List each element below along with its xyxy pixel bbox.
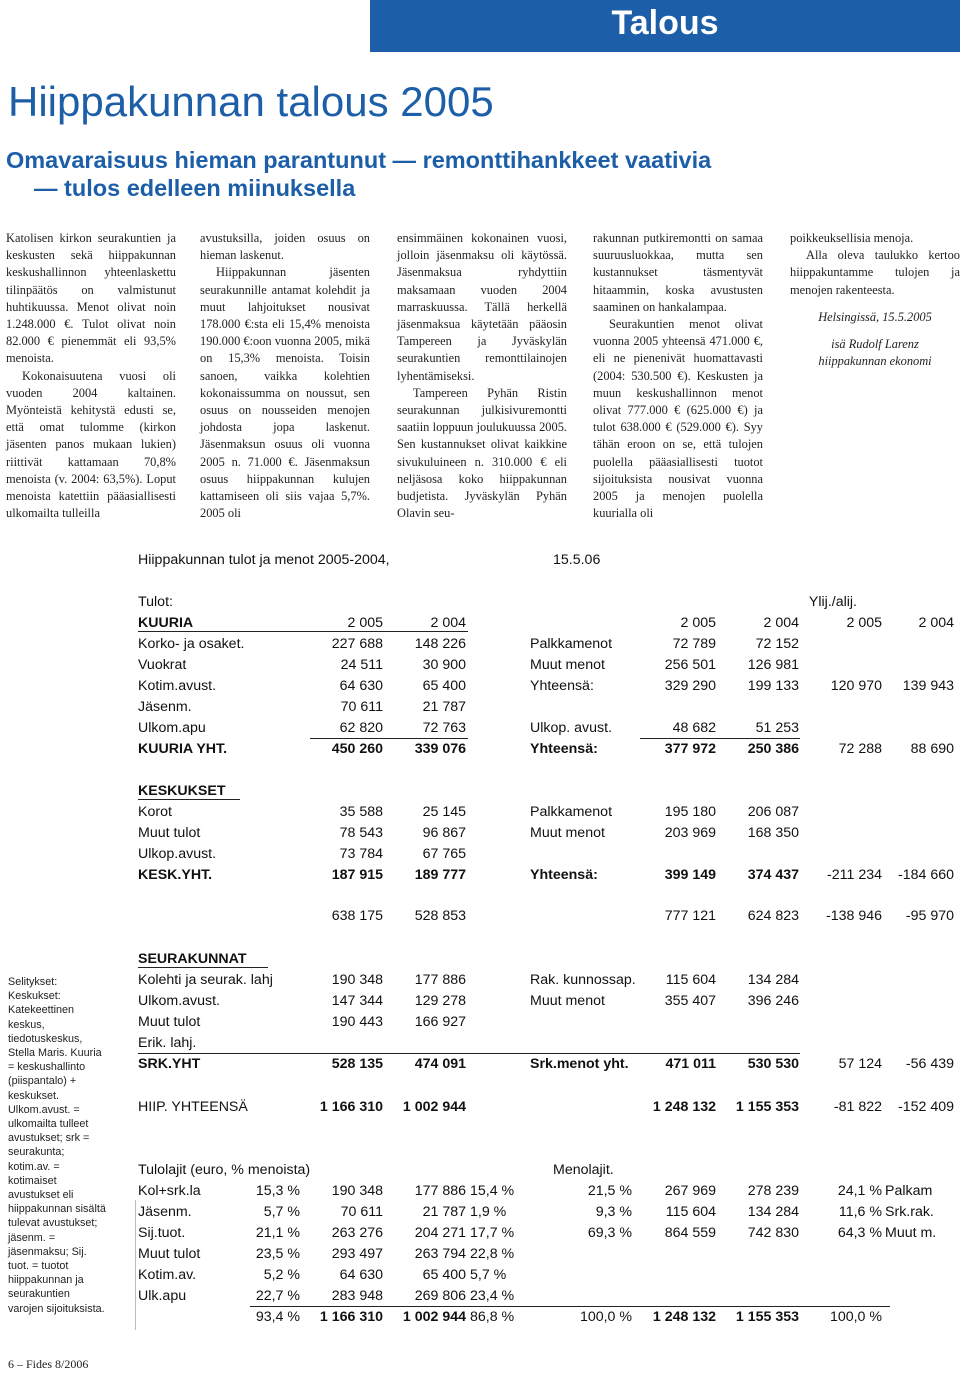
seurakunnat-row-expense-2005: 115 604	[665, 972, 716, 988]
grand-total-balance-2004: -152 409	[897, 1099, 954, 1115]
tulolaji-percent-2005: 5,2 %	[263, 1267, 300, 1283]
keskukset-row-label: Muut tulot	[138, 825, 201, 841]
tulolaji-percent-2005: 23,5 %	[255, 1246, 300, 1262]
keskukset-row-balance-2005: -211 234	[827, 867, 882, 883]
keskukset-row-expense-2005: 203 969	[664, 825, 716, 841]
tulot-label: Tulot:	[138, 594, 173, 610]
article-paragraph: Katolisen kirkon seurakuntien ja keskusten sekä hiippakunnan keskushallinnon yhteenlaskettu tilinpäätös on valmistunut huhtikuussa. Menot olivat noin 1.248.000 €. Tulot olivat noin 82.000 € pienemmät eli 93,5% menoista.	[6, 231, 176, 366]
tulolaji-percent-2004: 23,4 %	[470, 1288, 515, 1304]
keskukset-row-label: Korot	[138, 804, 172, 820]
tulolaji-value-2004: 21 787	[422, 1204, 466, 1220]
year-header: 2 005	[347, 615, 383, 631]
tulolaji-value-2005: 190 348	[331, 1183, 383, 1199]
year-header: 2 005	[846, 615, 882, 631]
subtitle	[6, 146, 866, 202]
kuuria-row-balance-2005: 72 288	[838, 741, 882, 757]
keskukset-row-expense-label: Yhteensä:	[530, 867, 598, 883]
tulolaji-label: Ulk.apu	[138, 1288, 187, 1304]
tulolaji-percent-2005: 15,3 %	[255, 1183, 300, 1199]
kuuria-row-income-2005: 62 820	[339, 720, 383, 736]
article-column-4	[593, 230, 763, 522]
keskukset-row-income-2005: 35 588	[339, 804, 383, 820]
tulolaji-percent-2004: 17,7 %	[470, 1225, 515, 1241]
menolaji-value-2005: 267 969	[664, 1183, 716, 1199]
seurakunnat-header-rule	[138, 967, 268, 968]
seurakunnat-row-balance-2004: -56 439	[905, 1056, 954, 1072]
article-paragraph: Alla oleva taulukko kertoo hiippakuntamme tulojen ja menojen rakenteesta.	[790, 248, 960, 297]
menolajit-total-2004: 1 155 353	[735, 1309, 799, 1325]
year-header: 2 004	[430, 615, 466, 631]
tulolajit-total-2005: 1 166 310	[319, 1309, 383, 1325]
tulolaji-label: Sij.tuot.	[138, 1225, 186, 1241]
section-label: Talous	[611, 4, 719, 42]
article-column-1	[6, 230, 176, 522]
tulolaji-value-2005: 293 497	[331, 1246, 383, 1262]
tulolaji-value-2005: 64 630	[339, 1267, 383, 1283]
seurakunnat-total-rule	[138, 1053, 800, 1054]
menolaji-percent-2004: 64,3 %	[837, 1225, 882, 1241]
tulolaji-percent-2004: 15,4 %	[470, 1183, 515, 1199]
menolaji-percent-2004: 11,6 %	[838, 1204, 882, 1220]
kuuria-row-income-2004: 30 900	[422, 657, 466, 673]
kuuria-row-income-2004: 339 076	[414, 741, 466, 757]
menolaji-label: Palkam	[885, 1183, 933, 1199]
subtotal-balance-2004: -95 970	[905, 908, 954, 924]
kuuria-row-income-2005: 227 688	[331, 636, 383, 652]
kuuria-row-expense-2004: 72 152	[755, 636, 799, 652]
kuuria-row-expense-2005: 256 501	[664, 657, 716, 673]
surplus-label: Ylij./alij.	[808, 594, 857, 610]
kuuria-row-expense-2005: 377 972	[664, 741, 716, 757]
keskukset-row-income-2004: 189 777	[414, 867, 466, 883]
sidebar-divider	[135, 1200, 136, 1330]
tulolaji-percent-2004: 5,7 %	[470, 1267, 507, 1283]
menolaji-value-2004: 742 830	[747, 1225, 799, 1241]
keskukset-row-expense-label: Palkkamenot	[530, 804, 613, 820]
menolaji-label: Muut m.	[885, 1225, 937, 1241]
seurakunnat-row-expense-label: Rak. kunnossap.	[530, 972, 636, 988]
article-column-3	[397, 230, 567, 522]
kuuria-row-expense-2005: 72 789	[672, 636, 716, 652]
seurakunnat-row-expense-label: Srk.menot yht.	[530, 1056, 629, 1072]
kuuria-header: KUURIA	[138, 615, 194, 631]
seurakunnat-row-label: Erik. lahj.	[138, 1035, 197, 1051]
kuuria-row-expense-label: Yhteensä:	[530, 678, 594, 694]
keskukset-header: KESKUKSET	[138, 783, 226, 799]
kuuria-row-expense-2005: 48 682	[672, 720, 716, 736]
tulolaji-percent-2005: 21,1 %	[255, 1225, 300, 1241]
year-header: 2 004	[918, 615, 954, 631]
menolaji-percent-2005: 69,3 %	[587, 1225, 632, 1241]
seurakunnat-row-expense-2004: 530 530	[747, 1056, 799, 1072]
kuuria-row-expense-label: Muut menot	[530, 657, 605, 673]
menolaji-percent-2005: 9,3 %	[595, 1204, 632, 1220]
subtitle-line-1: Omavaraisuus hieman parantunut — remonttihankkeet vaativia	[6, 147, 712, 173]
tulolaji-value-2004: 269 806	[414, 1288, 466, 1304]
kuuria-row-income-2005: 70 611	[340, 699, 383, 715]
keskukset-row-expense-2004: 374 437	[747, 867, 799, 883]
tulolaji-percent-2004: 22,8 %	[470, 1246, 515, 1262]
seurakunnat-row-expense-label: Muut menot	[530, 993, 605, 1009]
page-footer: 6 – Fides 8/2006	[8, 1357, 89, 1371]
menolaji-percent-2005: 21,5 %	[587, 1183, 632, 1199]
table-date: 15.5.06	[553, 552, 601, 568]
seurakunnat-row-income-2005: 190 348	[331, 972, 383, 988]
kuuria-row-balance-2004: 88 690	[910, 741, 954, 757]
seurakunnat-row-income-2005: 528 135	[331, 1056, 383, 1072]
kuuria-row-label: KUURIA YHT.	[138, 741, 228, 757]
kuuria-header-rule	[138, 631, 468, 632]
keskukset-row-label: Ulkop.avust.	[138, 846, 217, 862]
seurakunnat-row-expense-2005: 471 011	[665, 1056, 716, 1072]
tulolaji-label: Kol+srk.la	[138, 1183, 201, 1199]
tulolaji-value-2004: 263 794	[414, 1246, 466, 1262]
kuuria-row-label: Korko- ja osaket.	[138, 636, 245, 652]
kuuria-row-expense-2004: 199 133	[747, 678, 799, 694]
tulolajit-total-percent-2005: 93,4 %	[255, 1309, 300, 1325]
kuuria-row-label: Vuokrat	[138, 657, 187, 673]
kuuria-row-income-2005: 24 511	[340, 657, 383, 673]
signature-role: hiippakunnan ekonomi	[818, 354, 932, 369]
grand-total-income-2005: 1 166 310	[319, 1099, 383, 1115]
seurakunnat-row-label: Ulkom.avust.	[138, 993, 220, 1009]
seurakunnat-row-expense-2004: 396 246	[747, 993, 799, 1009]
signature-name: isä Rudolf Larenz	[831, 337, 919, 352]
article-paragraph: poikkeuksellisia menoja.	[790, 231, 914, 245]
kuuria-row-income-2004: 148 226	[414, 636, 466, 652]
subtotal-balance-2005: -138 946	[825, 908, 882, 924]
kuuria-row-income-2004: 72 763	[422, 720, 466, 736]
keskukset-row-income-2004: 25 145	[422, 804, 466, 820]
tulolaji-label: Muut tulot	[138, 1246, 201, 1262]
keskukset-row-expense-2004: 168 350	[747, 825, 799, 841]
article-paragraph: avustuksilla, joiden osuus on hieman laskenut.	[200, 231, 370, 263]
keskukset-row-label: KESK.YHT.	[138, 867, 213, 883]
grand-total-expense-2005: 1 248 132	[652, 1099, 716, 1115]
seurakunnat-row-income-2004: 474 091	[414, 1056, 466, 1072]
kuuria-row-expense-label: Yhteensä:	[530, 741, 598, 757]
tulolaji-label: Kotim.av.	[138, 1267, 197, 1283]
seurakunnat-row-income-2004: 177 886	[414, 972, 466, 988]
article-column-2	[200, 230, 370, 522]
menolajit-title: Menolajit.	[553, 1162, 614, 1178]
section-band	[370, 0, 960, 52]
kuuria-row-expense-label: Palkkamenot	[530, 636, 613, 652]
year-header: 2 005	[680, 615, 716, 631]
kuuria-row-balance-2005: 120 970	[830, 678, 882, 694]
grand-total-expense-2004: 1 155 353	[735, 1099, 799, 1115]
article-paragraph: Kokonaisuutena vuosi oli vuoden 2004 kaltainen. Myönteistä kehitystä edusti se, että omat tulomme (kirkon jäsenten panos mukaan lukien) riittivät kattamaan 70,8% menoista (v. 2004: 63,5%). Loput menoista katettiin pääasiallisesti ulkomailta tulleilla	[6, 368, 176, 521]
kuuria-total-rule	[310, 738, 468, 739]
table-title: Hiippakunnan tulot ja menot 2005-2004,	[138, 552, 390, 568]
kuuria-row-label: Kotim.avust.	[138, 678, 217, 694]
keskukset-row-expense-label: Muut menot	[530, 825, 605, 841]
article-paragraph: Seurakuntien menot olivat vuonna 2005 yhteensä 471.000 €, eli ne pienenivät huomattavasti (2004: 530.500 €). Keskusten ja muun keskushallinnon menot olivat 777.000 € (625.000 €) ja tulot 638.000 € (529.000 €). Syy tähän eroon on se, että tulojen puolella pääasiallisesti tuotot sijoituksista nousivat vuonna 2005 ja menojen puolella kuurialla oli	[593, 317, 763, 521]
grand-total-balance-2005: -81 822	[833, 1099, 882, 1115]
year-header: 2 004	[763, 615, 799, 631]
seurakunnat-row-income-2004: 129 278	[414, 993, 466, 1009]
tulolaji-percent-2005: 5,7 %	[263, 1204, 300, 1220]
kuuria-total-rule	[640, 738, 800, 739]
tulolaji-value-2004: 177 886	[414, 1183, 466, 1199]
seurakunnat-row-expense-2005: 355 407	[664, 993, 716, 1009]
tulolajit-total-2004: 1 002 944	[402, 1309, 466, 1325]
seurakunnat-row-label: Kolehti ja seurak. lahj	[138, 972, 273, 988]
subtotal-income-2004: 528 853	[414, 908, 466, 924]
menolajit-total-percent-2005: 100,0 %	[579, 1309, 632, 1325]
menolaji-percent-2004: 24,1 %	[837, 1183, 882, 1199]
kuuria-row-expense-2004: 126 981	[747, 657, 799, 673]
menolaji-value-2005: 864 559	[664, 1225, 716, 1241]
menolaji-label: Srk.rak.	[885, 1204, 934, 1220]
tulolaji-value-2004: 204 271	[414, 1225, 466, 1241]
page-title: Hiippakunnan talous 2005	[8, 78, 494, 125]
kuuria-row-label: Jäsenm.	[138, 699, 192, 715]
tulolaji-value-2005: 263 276	[331, 1225, 383, 1241]
kuuria-row-income-2005: 64 630	[339, 678, 383, 694]
menolaji-value-2004: 134 284	[747, 1204, 799, 1220]
seurakunnat-row-income-2005: 147 344	[331, 993, 383, 1009]
tulolaji-value-2005: 70 611	[340, 1204, 383, 1220]
kuuria-row-expense-2004: 51 253	[755, 720, 799, 736]
subtotal-income-2005: 638 175	[331, 908, 383, 924]
tulolaji-label: Jäsenm.	[138, 1204, 192, 1220]
keskukset-row-expense-2005: 195 180	[664, 804, 716, 820]
kuuria-row-expense-2004: 250 386	[747, 741, 799, 757]
keskukset-row-expense-2005: 399 149	[664, 867, 716, 883]
tulolajit-total-percent-2004: 86,8 %	[470, 1309, 515, 1325]
kuuria-row-balance-2004: 139 943	[902, 678, 954, 694]
keskukset-row-balance-2004: -184 660	[897, 867, 954, 883]
seurakunnat-row-income-2005: 190 443	[331, 1014, 383, 1030]
grand-total-income-2004: 1 002 944	[402, 1099, 466, 1115]
seurakunnat-header: SEURAKUNNAT	[138, 951, 247, 967]
tulolajit-title: Tulolajit (euro, % menoista)	[138, 1162, 311, 1178]
kuuria-row-income-2004: 21 787	[422, 699, 466, 715]
article-column-5	[790, 230, 960, 370]
kuuria-row-expense-2005: 329 290	[664, 678, 716, 694]
kuuria-row-income-2004: 65 400	[422, 678, 466, 694]
keskukset-row-expense-2004: 206 087	[747, 804, 799, 820]
seurakunnat-row-balance-2005: 57 124	[838, 1056, 882, 1072]
seurakunnat-row-label: SRK.YHT	[138, 1056, 201, 1072]
keskukset-row-income-2004: 96 867	[422, 825, 466, 841]
glossary-sidebar: Selitykset: Keskukset: Katekeettinen keskus, tiedotuskeskus, Stella Maris. Kuuria = keskushallinto (piispantalo) + keskukset. Ulkom.avust. = ulkomailta tulleet avustukset; srk = seurakunta; kotim.av. = kotimaiset avustukset eli hiippakunnan sisältä tulevat avustukset; jäsenm. = jäsenmaksu; Sij. tuot. = tuotot hiippakunnan ja seurakuntien varojen sijoituksista.	[8, 976, 106, 1315]
kuuria-row-income-2005: 450 260	[331, 741, 383, 757]
menolajit-total-percent-2004: 100,0 %	[829, 1309, 882, 1325]
tulolajit-total-rule	[250, 1306, 890, 1307]
menolajit-total-2005: 1 248 132	[652, 1309, 716, 1325]
article-paragraph: Hiippakunnan jäsenten seurakunnille antamat kolehdit ja muut lahjoitukset nousivat 178.000 €:sta eli 15,4% menoista 190.000 €:oon vuonna 2005, mikä on 15,3% menoista. Toisin sanoen, vaikka kolehtien kokonaissumma on noussut, sen osuus on nousseiden menojen johdosta jopa laskenut. Jäsenmaksun osuus oli vuonna 2005 n. 71.000 €. Jäsenmaksun osuus hiippakunnan kulujen kattamiseen oli siis vajaa 5,7%. 2005 oli	[200, 265, 371, 521]
article-paragraph: Tampereen Pyhän Ristin seurakunnan julkisivuremontti saatiin loppuun joulukuussa 2005. Sen kustannukset olivat kaikkine sivukuluineen n. 310.000 € eli neljäsosa koko hiippakunnan budjetista. Jyväskylän Pyhän Olavin seu-	[397, 385, 567, 521]
keskukset-row-income-2005: 73 784	[339, 846, 383, 862]
keskukset-row-income-2004: 67 765	[422, 846, 466, 862]
signature-place-date: Helsingissä, 15.5.2005	[818, 309, 932, 324]
seurakunnat-row-expense-2004: 134 284	[747, 972, 799, 988]
menolaji-value-2005: 115 604	[665, 1204, 716, 1220]
subtotal-expense-2005: 777 121	[664, 908, 716, 924]
grand-total-label: HIIP. YHTEENSÄ	[138, 1099, 248, 1115]
kuuria-row-expense-label: Ulkop. avust.	[530, 720, 613, 736]
article-paragraph: rakunnan putkiremontti on samaa suuruusluokkaa, mutta sen kustannukset täsmentyvät hitaammin, koska avustusten saaminen on hankalampaa.	[593, 231, 763, 314]
tulolaji-percent-2004: 1,9 %	[470, 1204, 507, 1220]
tulolaji-value-2004: 65 400	[422, 1267, 466, 1283]
keskukset-row-income-2005: 78 543	[339, 825, 383, 841]
kuuria-row-label: Ulkom.apu	[138, 720, 206, 736]
keskukset-header-rule	[138, 799, 240, 800]
tulolaji-value-2005: 283 948	[331, 1288, 383, 1304]
seurakunnat-row-label: Muut tulot	[138, 1014, 201, 1030]
tulolaji-percent-2005: 22,7 %	[255, 1288, 300, 1304]
menolaji-value-2004: 278 239	[747, 1183, 799, 1199]
keskukset-row-income-2005: 187 915	[331, 867, 383, 883]
article-paragraph: ensimmäinen kokonainen vuosi, jolloin jäsenmaksu oli käytössä. Jäsenmaksua ryhdyttiin maksamaan vuoden 2004 marraskuussa. Tällä herkellä jäsenmaksua käytetään pääosin Tampereen ja Jyväskylän seurakuntien remonttilainojen lyhentämiseksi.	[397, 231, 567, 383]
seurakunnat-row-income-2004: 166 927	[414, 1014, 466, 1030]
subtotal-expense-2004: 624 823	[747, 908, 799, 924]
subtitle-line-2: — tulos edelleen miinuksella	[34, 175, 356, 201]
